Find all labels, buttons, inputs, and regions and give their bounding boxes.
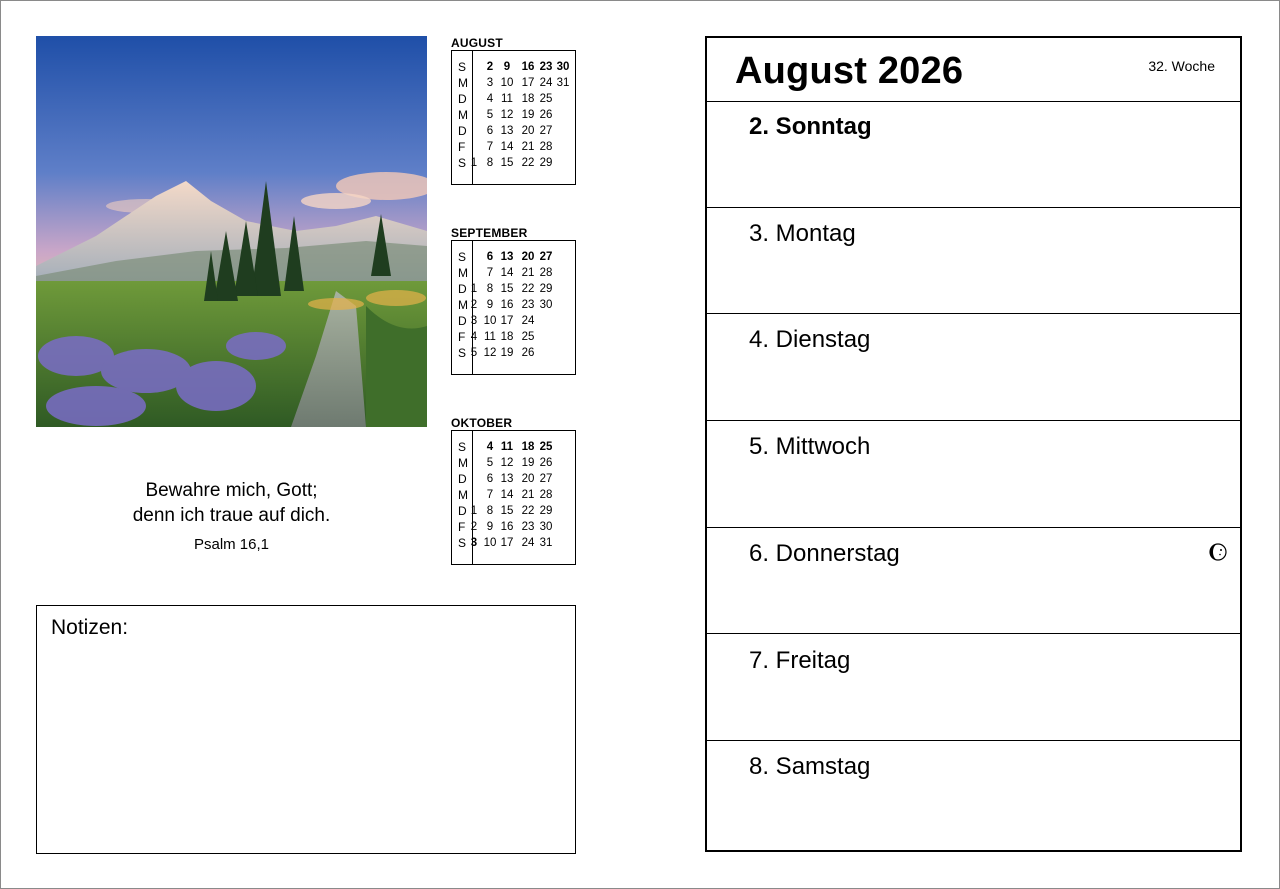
calendar-date: 22 [521,505,535,517]
verse-reference: Psalm 16,1 [193,536,270,553]
calendar-date: 4 [470,331,478,343]
calendar-date: 29 [539,157,553,169]
calendar-date: 1 [470,157,478,169]
calendar-date: 9 [486,299,494,311]
calendar-date: 2 [470,299,478,311]
calendar-date: 1 [470,505,478,517]
calendar-date: 31 [539,537,553,549]
calendar-date: 14 [500,489,514,501]
calendar-date: 7 [486,141,494,153]
calendar-date: 24 [521,537,535,549]
weekday-initial: S [458,250,467,264]
landscape-photo [36,36,427,427]
calendar-date: 21 [521,489,535,501]
calendar-date: 25 [521,331,535,343]
mini-calendar-september-title: SEPTEMBER [451,226,528,240]
calendar-date: 30 [556,61,570,73]
calendar-date: 23 [521,299,535,311]
calendar-date: 6 [486,251,494,263]
calendar-date: 1 [470,283,478,295]
day-row[interactable] [707,741,1240,850]
weekday-initial: D [458,314,467,328]
weekday-initial: S [458,440,467,454]
calendar-date: 26 [539,109,553,121]
calendar-date: 3 [486,77,494,89]
weekday-initial: S [458,536,467,550]
calendar-date: 17 [521,77,535,89]
weekday-initial: D [458,282,467,296]
weekday-initial: F [458,520,466,534]
calendar-date: 18 [521,441,535,453]
calendar-date: 24 [539,77,553,89]
day-row[interactable] [707,528,1240,635]
calendar-date: 15 [500,505,514,517]
calendar-date: 8 [486,505,494,517]
calendar-date: 19 [521,457,535,469]
calendar-date: 7 [486,267,494,279]
calendar-date: 28 [539,489,553,501]
day-label: 8. Samstag [749,753,871,781]
calendar-date: 20 [521,251,535,263]
calendar-date: 12 [483,347,497,359]
calendar-date: 8 [486,283,494,295]
calendar-date: 13 [500,125,514,137]
calendar-date: 30 [539,299,553,311]
calendar-date: 11 [501,93,513,105]
day-label: 2. Sonntag [749,113,872,140]
weekday-initial: D [458,124,467,138]
weekday-initial: M [458,76,468,90]
calendar-date: 26 [521,347,535,359]
weekday-initial: S [458,346,467,360]
weekday-initial: M [458,456,468,470]
notes-label: Notizen: [51,616,129,639]
calendar-date: 20 [521,473,535,485]
week-number: 32. Woche [1148,58,1215,74]
calendar-date: 17 [500,537,514,549]
weekday-initial: S [458,60,467,74]
calendar-date: 21 [521,141,535,153]
calendar-date: 8 [486,157,494,169]
calendar-date: 20 [521,125,535,137]
calendar-date: 29 [539,283,553,295]
calendar-date: 13 [500,473,514,485]
day-label: 6. Donnerstag [749,539,900,567]
calendar-date: 16 [500,299,514,311]
calendar-date: 28 [539,141,553,153]
calendar-date: 10 [483,315,497,327]
verse-line: Bewahre mich, Gott; [145,480,318,501]
calendar-date: 18 [521,93,535,105]
calendar-date: 28 [539,267,553,279]
weekday-initial: D [458,504,467,518]
moon-phase-icon [1208,542,1228,562]
calendar-date: 23 [539,61,553,73]
day-row[interactable] [707,101,1240,208]
weekday-initial: F [458,330,466,344]
calendar-date: 21 [521,267,535,279]
mini-calendar-august-title: AUGUST [451,36,503,50]
calendar-date: 23 [521,521,535,533]
day-label: 3. Montag [749,219,856,247]
calendar-date: 7 [486,489,494,501]
calendar-date: 27 [539,473,553,485]
day-row[interactable] [707,314,1240,421]
calendar-date: 17 [500,315,514,327]
calendar-date: 12 [500,109,514,121]
weekday-initial: M [458,298,468,312]
calendar-date: 27 [539,125,553,137]
weekday-initial: F [458,140,466,154]
week-planner [705,36,1242,852]
calendar-date: 22 [521,283,535,295]
day-row[interactable] [707,421,1240,528]
weekday-initial: M [458,488,468,502]
calendar-date: 25 [539,93,553,105]
calendar-date: 16 [521,61,535,73]
calendar-date: 10 [500,77,514,89]
weekday-initial: D [458,472,467,486]
mini-calendar-oktober [451,430,576,565]
bible-verse [36,478,427,553]
calendar-date: 16 [500,521,514,533]
calendar-date: 15 [500,157,514,169]
calendar-date: 5 [486,109,494,121]
calendar-date: 6 [486,473,494,485]
calendar-date: 29 [539,505,553,517]
calendar-date: 4 [486,441,494,453]
calendar-date: 2 [486,61,494,73]
calendar-date: 11 [484,331,496,343]
calendar-date: 13 [500,251,514,263]
day-row[interactable] [707,635,1240,742]
notes-box[interactable] [36,605,576,854]
calendar-date: 30 [539,521,553,533]
calendar-date: 4 [486,93,494,105]
calendar-date: 25 [539,441,553,453]
page-title: August 2026 [735,50,964,92]
day-row[interactable] [707,208,1240,315]
day-label: 4. Dienstag [749,326,871,354]
day-label: 5. Mittwoch [749,433,871,461]
weekday-initial: M [458,266,468,280]
day-label: 7. Freitag [749,646,851,674]
calendar-date: 11 [500,441,514,453]
weekday-initial: M [458,108,468,122]
calendar-date: 22 [521,157,535,169]
calendar-date: 3 [470,537,478,549]
calendar-date: 15 [500,283,514,295]
calendar-date: 27 [539,251,553,263]
verse-line: denn ich traue auf dich. [132,505,331,526]
mini-calendar-september [451,240,576,375]
calendar-date: 19 [521,109,535,121]
calendar-date: 12 [500,457,514,469]
week-header [707,38,1240,102]
weekday-initial: S [458,156,467,170]
calendar-date: 24 [521,315,535,327]
calendar-date: 31 [556,77,570,89]
weekday-initial: D [458,92,467,106]
mini-calendar-oktober-title: OKTOBER [451,416,513,430]
calendar-date: 10 [483,537,497,549]
calendar-date: 2 [470,521,478,533]
calendar-date: 5 [486,457,494,469]
calendar-date: 14 [500,267,514,279]
calendar-date: 26 [539,457,553,469]
calendar-date: 3 [470,315,478,327]
calendar-date: 5 [470,347,478,359]
calendar-date: 14 [500,141,514,153]
calendar-date: 9 [503,61,511,73]
calendar-date: 9 [486,521,494,533]
calendar-date: 19 [500,347,514,359]
calendar-date: 6 [486,125,494,137]
calendar-date: 18 [500,331,514,343]
mini-calendar-august [451,50,576,185]
